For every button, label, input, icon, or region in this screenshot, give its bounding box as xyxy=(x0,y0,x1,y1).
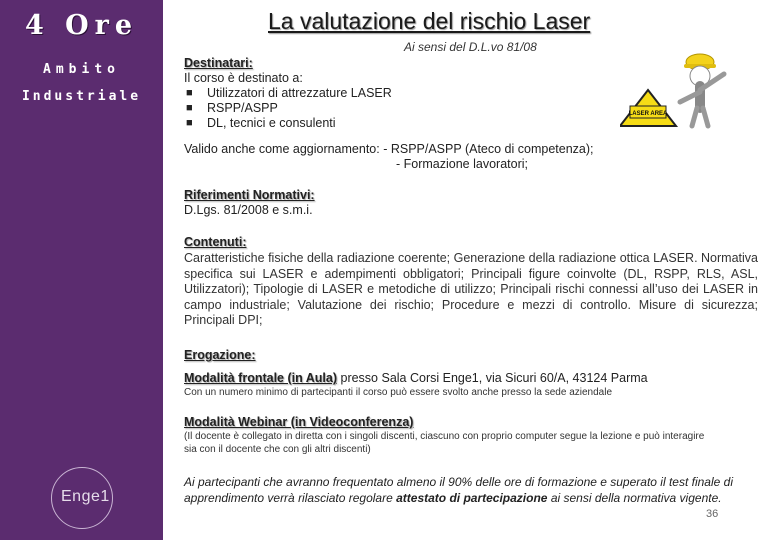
certificate-name: attestato di partecipazione xyxy=(396,491,548,505)
recipient-item: DL, tecnici e consulenti xyxy=(207,116,336,130)
laser-safety-mascot-icon xyxy=(620,44,744,130)
recipient-item: Utilizzatori di attrezzature LASER xyxy=(207,86,392,100)
certificate-note-text: Ai partecipanti che avranno frequentato almeno il 90% delle ore di formazione e superato il test finale di apprendimento verrà rilasciato regolare xyxy=(184,475,733,505)
recipients-heading: Destinatari: xyxy=(184,56,253,70)
recipients-intro: Il corso è destinato a: xyxy=(184,71,303,85)
certificate-note-end: ai sensi della normativa vigente. xyxy=(547,491,722,505)
frontal-label: Modalità frontale (in Aula) xyxy=(184,371,338,385)
course-hours: 4 Ore xyxy=(24,10,139,41)
mascot-figure xyxy=(680,54,724,126)
page-title: La valutazione del rischio Laser xyxy=(268,8,591,34)
sign-label: LASER AREA xyxy=(628,111,668,117)
contents-heading: Contenuti: xyxy=(184,235,247,249)
frontal-text: presso Sala Corsi Enge1, via Sicuri 60/A, 43124 Parma xyxy=(337,371,648,385)
recipient-item: RSPP/ASPP xyxy=(207,101,278,115)
delivery-heading: Erogazione: xyxy=(184,348,256,362)
validity-line1: Valido anche come aggiornamento: - RSPP/ASPP (Ateco di competenza); xyxy=(184,142,594,156)
company-logo-text: Enge1 xyxy=(61,488,110,505)
references-heading: Riferimenti Normativi: xyxy=(184,188,315,202)
certificate-note xyxy=(184,474,758,506)
sidebar xyxy=(0,0,163,540)
page-subtitle: Ai sensi del D.L.vo 81/08 xyxy=(404,40,537,54)
bullet-icon: ■ xyxy=(186,87,193,99)
bullet-icon: ■ xyxy=(186,117,193,129)
webinar-note-line2: sia con il docente che con gli altri discenti) xyxy=(184,444,371,455)
webinar-note-line1: (Il docente è collegato in diretta con i singoli discenti, ciascuno con proprio computer segue la lezione e può interagire xyxy=(184,431,705,442)
bullet-icon: ■ xyxy=(186,102,193,114)
page-number: 36 xyxy=(706,508,719,520)
frontal-line xyxy=(184,371,648,386)
course-scope-line1: Ambito xyxy=(43,62,120,77)
references-text: D.Lgs. 81/2008 e s.m.i. xyxy=(184,203,313,217)
course-scope-line2: Industriale xyxy=(21,89,142,104)
laser-warning-sign xyxy=(620,90,676,126)
validity-line2: - Formazione lavoratori; xyxy=(396,157,528,171)
webinar-label: Modalità Webinar (in Videoconferenza) xyxy=(184,415,414,429)
contents-text: Caratteristiche fisiche della radiazione coerente; Generazione della radiazione ottica LASER. Normativa specifica sui LASER e adempimenti obbligatori; Principali figure coinvolte (DL, RSPP, RLS, ASL, Utilizzatori); Tipologie di LASER e metodiche di utilizzo; Principali rischi connessi all’uso dei LASER in campo industriale; Valutazione dei rischio; Procedure e mezzi di controllo. Misure di sicurezza; Principali DPI; xyxy=(184,251,758,327)
frontal-note: Con un numero minimo di partecipanti il corso può essere svolto anche presso la sede aziendale xyxy=(184,387,613,398)
